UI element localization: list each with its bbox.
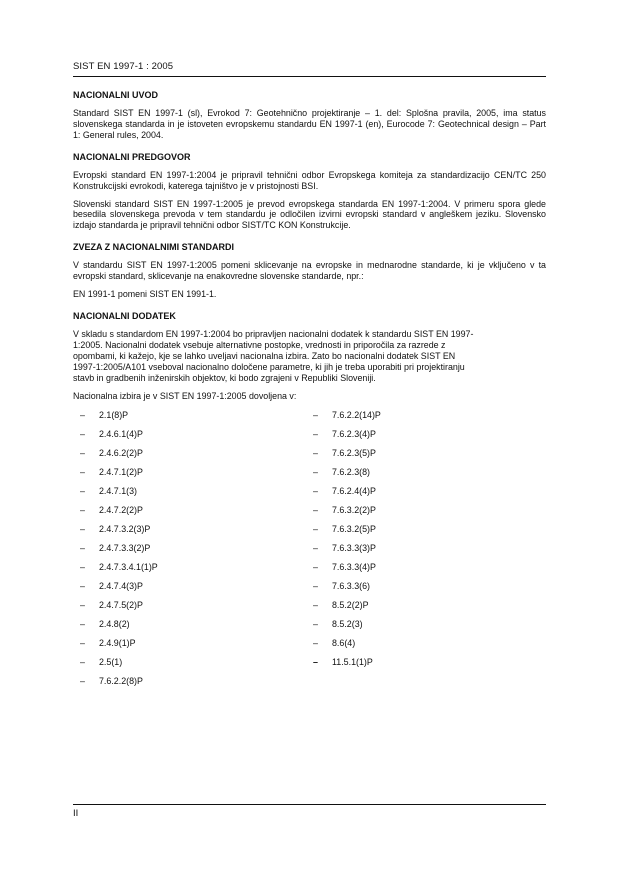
clause-ref: 2.4.9(1)P <box>99 638 136 649</box>
list-item <box>80 638 158 657</box>
list-item <box>313 505 381 524</box>
dash-bullet: – <box>80 448 85 459</box>
running-header: SIST EN 1997-1 : 2005 <box>73 61 174 72</box>
dash-bullet: – <box>313 619 318 630</box>
list-item <box>80 448 158 467</box>
dash-bullet: – <box>80 543 85 554</box>
list-item <box>313 619 381 638</box>
section-zveza-z-nacionalnimi-standardi <box>73 242 546 300</box>
clause-ref: 7.6.3.3(4)P <box>332 562 376 573</box>
list-item <box>313 467 381 486</box>
dash-bullet: – <box>80 429 85 440</box>
dash-bullet: – <box>313 410 318 421</box>
section-heading: NACIONALNI UVOD <box>73 90 158 100</box>
dash-bullet: – <box>80 581 85 592</box>
dash-bullet: – <box>80 619 85 630</box>
clause-ref: 8.5.2(2)P <box>332 600 369 611</box>
list-item <box>313 600 381 619</box>
clause-ref: 2.1(8)P <box>99 410 129 421</box>
clause-list-left <box>80 410 158 695</box>
dash-bullet: – <box>313 581 318 592</box>
dash-bullet: – <box>313 467 318 478</box>
list-item <box>80 505 158 524</box>
list-item <box>313 657 381 676</box>
paragraph-line: 1997-1:2005/A101 vseboval nacionalno določene parametre, ki jih je treba uporabiti pri projektiranju <box>73 361 465 372</box>
dash-bullet: – <box>80 676 85 687</box>
clause-list-right <box>313 410 381 676</box>
dash-bullet: – <box>80 524 85 535</box>
dash-bullet: – <box>313 600 318 611</box>
dash-bullet: – <box>313 429 318 440</box>
paragraph-line: opombami, ki kažejo, kje se lahko uveljavi nacionalna izbira. Zato bo nacionalni dodatek SIST EN <box>73 350 456 361</box>
clause-ref: 7.6.2.3(8) <box>332 467 370 478</box>
clause-ref: 2.4.6.1(4)P <box>99 429 143 440</box>
clause-ref: 7.6.2.3(4)P <box>332 429 376 440</box>
paragraph: Evropski standard EN 1997-1:2004 je pripravil tehnični odbor Evropskega komiteja za standardizacijo CEN/TC 250 Konstrukcijski evrokodi, katerega tajništvo je v pristojnosti BSI. <box>73 169 546 191</box>
dash-bullet: – <box>313 638 318 649</box>
clause-ref: 2.4.7.4(3)P <box>99 581 143 592</box>
dash-bullet: – <box>313 524 318 535</box>
list-item <box>313 638 381 657</box>
list-item <box>313 581 381 600</box>
header-rule <box>73 76 546 77</box>
clause-ref: 7.6.2.2(8)P <box>99 676 143 687</box>
list-item <box>80 410 158 429</box>
paragraph: Standard SIST EN 1997-1 (sl), Evrokod 7: Geotehnično projektiranje – 1. del: Splošna pravila, 2005, ima status slovenskega standarda in je istoveten evropskemu standardu EN 1997-1 (en), Eurocode 7: Geotechnical design – Part 1: General rules, 2004. <box>73 108 546 140</box>
dash-bullet: – <box>313 543 318 554</box>
list-item <box>80 619 158 638</box>
list-item <box>80 543 158 562</box>
paragraph <box>73 329 546 384</box>
paragraph-line: 1:2005. Nacionalni dodatek vsebuje alternativne postopke, vrednosti in priporočila za razrede z <box>73 339 446 350</box>
clause-ref: 8.6(4) <box>332 638 356 649</box>
list-item <box>80 562 158 581</box>
section-nacionalni-dodatek <box>73 311 546 710</box>
clause-ref: 7.6.3.2(2)P <box>332 505 376 516</box>
paragraph-line: V skladu s standardom EN 1997-1:2004 bo pripravljen nacionalni dodatek k standardu SIST EN 1997- <box>73 328 474 339</box>
dash-bullet: – <box>313 657 318 668</box>
clause-ref: 2.4.6.2(2)P <box>99 448 143 459</box>
list-item <box>80 657 158 676</box>
section-heading: NACIONALNI DODATEK <box>73 310 176 321</box>
clause-ref: 7.6.3.3(6) <box>332 581 370 592</box>
paragraph: V standardu SIST EN 1997-1:2005 pomeni sklicevanje na evropske in mednarodne standarde, ki je vključeno v ta evropski standard, sklicevanje na enakovredne slovenske standarde, npr.: <box>73 260 546 282</box>
section-nacionalni-uvod <box>73 90 546 141</box>
paragraph: Nacionalna izbira je v SIST EN 1997-1:2005 dovoljena v: <box>73 390 297 401</box>
clause-ref: 2.4.7.1(3) <box>99 486 137 497</box>
clause-ref: 2.5(1) <box>99 657 123 668</box>
dash-bullet: – <box>80 505 85 516</box>
section-nacionalni-predgovor <box>73 152 546 232</box>
dash-bullet: – <box>80 486 85 497</box>
clause-ref: 8.5.2(3) <box>332 619 363 630</box>
section-heading: NACIONALNI PREDGOVOR <box>73 151 191 162</box>
list-item <box>313 486 381 505</box>
list-item <box>80 600 158 619</box>
dash-bullet: – <box>80 638 85 649</box>
list-item <box>313 562 381 581</box>
dash-bullet: – <box>80 562 85 573</box>
list-item <box>80 429 158 448</box>
list-item <box>313 410 381 429</box>
list-item <box>313 448 381 467</box>
clause-list <box>73 410 546 710</box>
dash-bullet: – <box>313 562 318 573</box>
dash-bullet: – <box>80 467 85 478</box>
list-item <box>313 524 381 543</box>
dash-bullet: – <box>80 600 85 611</box>
section-heading: ZVEZA Z NACIONALNIMI STANDARDI <box>73 242 234 253</box>
clause-ref: 7.6.3.3(3)P <box>332 543 376 554</box>
page-number: II <box>73 808 79 819</box>
clause-ref: 7.6.3.2(5)P <box>332 524 376 535</box>
clause-ref: 7.6.2.4(4)P <box>332 486 376 497</box>
footer-rule <box>73 804 546 805</box>
list-item <box>80 676 158 695</box>
paragraph: Slovenski standard SIST EN 1997-1:2005 je prevod evropskega standarda EN 1997-1:2004. V primeru spora glede besedila slovenskega prevoda v tem standardu je odločilen izvirni evropski standard v angleškem jeziku. Slovensko izdajo standarda je pripravil tehnični odbor SIST/TC KON Konstrukcije. <box>73 198 546 231</box>
clause-ref: 2.4.7.1(2)P <box>99 467 143 478</box>
list-item <box>80 581 158 600</box>
dash-bullet: – <box>313 448 318 459</box>
clause-ref: 7.6.2.3(5)P <box>332 448 376 459</box>
clause-ref: 2.4.7.2(2)P <box>99 505 143 516</box>
list-item <box>313 429 381 448</box>
dash-bullet: – <box>313 486 318 497</box>
clause-ref: 2.4.7.5(2)P <box>99 600 143 611</box>
dash-bullet: – <box>313 505 318 516</box>
paragraph-line: stavb in gradbenih inženirskih objektov, ki bodo zgrajeni v Republiki Sloveniji. <box>73 372 376 383</box>
dash-bullet: – <box>80 410 85 421</box>
clause-ref: 2.4.8(2) <box>99 619 130 630</box>
clause-ref: 2.4.7.3.4.1(1)P <box>99 562 158 573</box>
list-item <box>313 543 381 562</box>
page-content <box>73 90 546 710</box>
list-item <box>80 524 158 543</box>
clause-ref: 7.6.2.2(14)P <box>332 410 381 421</box>
dash-bullet: – <box>80 657 85 668</box>
list-item <box>80 486 158 505</box>
clause-ref: 2.4.7.3.2(3)P <box>99 524 151 535</box>
clause-ref: 2.4.7.3.3(2)P <box>99 543 151 554</box>
clause-ref: 11.5.1(1)P <box>332 657 373 668</box>
list-item <box>80 467 158 486</box>
paragraph: EN 1991-1 pomeni SIST EN 1991-1. <box>73 289 217 300</box>
